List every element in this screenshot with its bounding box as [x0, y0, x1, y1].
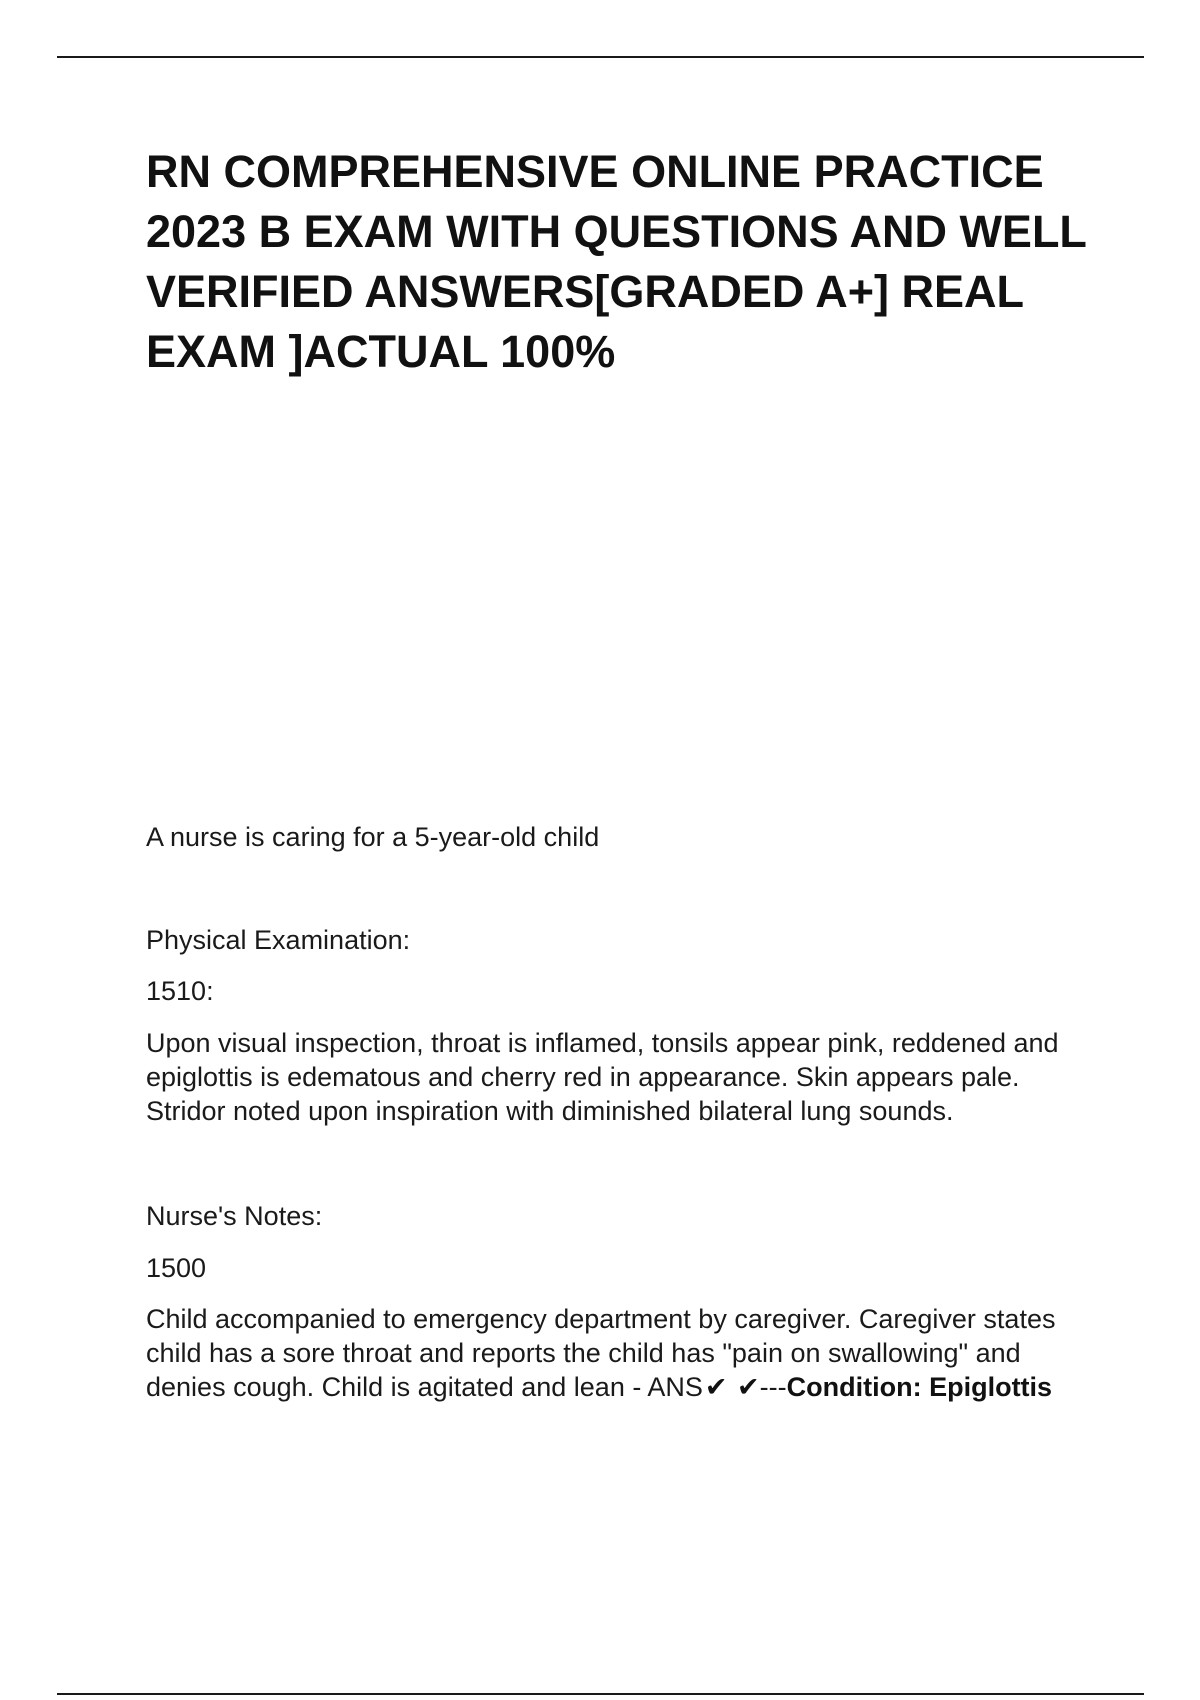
nurses-notes-text: Child accompanied to emergency department by caregiver. Caregiver states child has a sore throat and reports the child has "pain on swallowing" and denies cough. Child is agitated and lean - ANS [146, 1304, 1056, 1402]
checkmark-icon: ✔ [704, 1372, 728, 1402]
nurses-notes-label: Nurse's Notes: [146, 1201, 323, 1231]
checkmark-icon: ✔ [737, 1372, 760, 1402]
question-intro: A nurse is caring for a 5-year-old child [146, 822, 600, 852]
top-divider [57, 56, 1144, 58]
answer-separator: --- [759, 1372, 787, 1402]
answer-condition: Condition: Epiglottis [786, 1372, 1053, 1402]
physical-exam-label: Physical Examination: [146, 925, 411, 955]
physical-exam-time: 1510: [146, 976, 214, 1006]
document-title: RN COMPREHENSIVE ONLINE PRACTICE 2023 B EXAM WITH QUESTIONS AND WELL VERIFIED ANSWERS[GRADED A+] REAL EXAM ]ACTUAL 100% [146, 146, 1087, 377]
bottom-divider [57, 1693, 1144, 1695]
nurses-notes-paragraph [146, 1302, 1106, 1404]
nurses-notes-time: 1500 [146, 1253, 207, 1283]
physical-exam-text: Upon visual inspection, throat is inflamed, tonsils appear pink, reddened and epiglottis is edematous and cherry red in appearance. Skin appears pale. Stridor noted upon inspiration with diminished bilateral lung sounds. [146, 1028, 1059, 1126]
